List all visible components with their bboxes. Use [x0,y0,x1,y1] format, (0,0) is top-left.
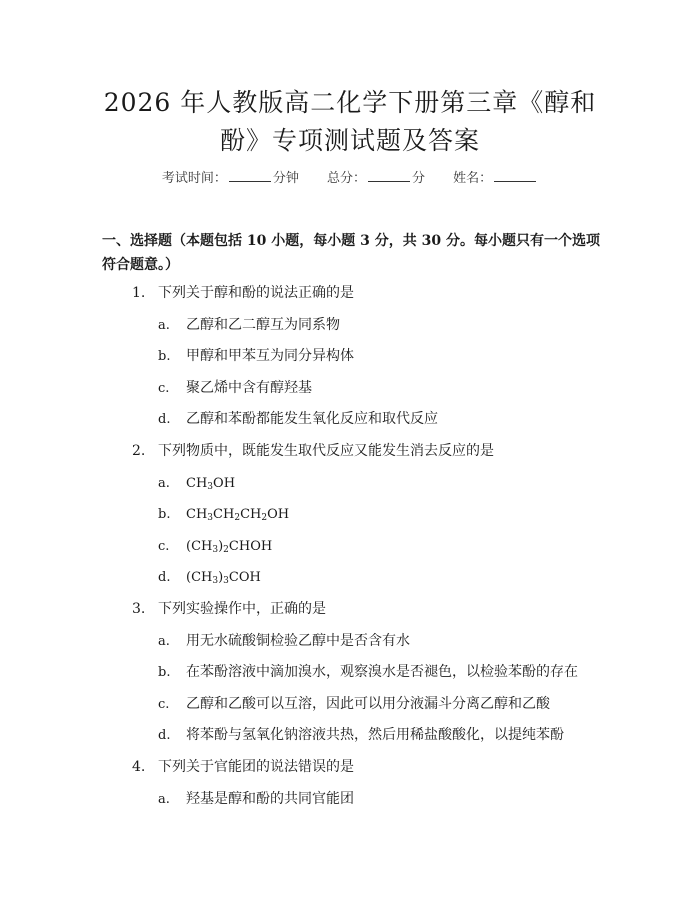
option-item [158,473,235,497]
document-title-line1: 2026 年人教版高二化学下册第三章《醇和 [103,88,597,117]
exam-score [327,171,425,186]
option-item [158,378,312,399]
question-number: 2. [132,443,146,459]
option-item [158,694,550,715]
option-text: 甲醇和甲苯互为同分异构体 [186,348,354,364]
question-2 [132,441,494,461]
option-text: $(CH_3)_3COH$ [186,570,261,586]
exam-name [453,171,538,186]
option-letter: c. [158,380,170,396]
question-4 [132,757,354,777]
option-letter: b. [158,507,171,522]
score-unit: 分 [412,171,426,186]
option-item [158,662,578,683]
option-text: 将苯酚与氢氧化钠溶液共热，然后用稀盐酸酸化，以提纯苯酚 [186,727,564,743]
question-number: 4. [132,759,146,775]
option-letter: b. [158,665,171,680]
option-text: $CH_3CH_2CH_2OH$ [186,507,290,523]
option-text: $CH_3OH$ [186,475,236,492]
option-item [158,631,410,652]
option-item [158,789,354,810]
question-1 [132,283,354,303]
option-text: 乙醇和苯酚都能发生氧化反应和取代反应 [186,411,438,427]
option-item [158,409,438,430]
option-item [158,536,272,560]
option-letter: c. [158,538,170,554]
name-blank [494,169,536,182]
option-item [158,725,564,746]
question-number: 1. [132,285,146,301]
option-item [158,567,261,591]
time-blank [229,169,271,182]
exam-time [162,171,299,186]
name-label: 姓名： [453,171,493,186]
question-number: 3. [132,601,146,617]
option-letter: b. [158,349,171,364]
question-text: 下列实验操作中，正确的是 [158,601,326,617]
option-letter: d. [158,570,171,585]
option-text: 乙醇和乙酸可以互溶，因此可以用分液漏斗分离乙醇和乙酸 [186,695,550,712]
score-label: 总分： [326,171,366,186]
question-3 [132,599,326,619]
option-item [158,504,289,528]
option-item [158,346,354,367]
time-label: 考试时间： [161,171,227,186]
question-text: 下列物质中，既能发生取代反应又能发生消去反应的是 [158,443,494,459]
option-letter: a. [158,633,170,649]
option-text: 在苯酚溶液中滴加溴水，观察溴水是否褪色，以检验苯酚的存在 [186,664,578,680]
question-text: 下列关于醇和酚的说法正确的是 [158,285,354,301]
option-letter: c. [158,696,170,712]
option-letter: a. [158,317,170,333]
exam-meta [0,167,700,186]
option-text: 聚乙烯中含有醇羟基 [186,379,312,396]
document-title-line2: 酚》专项测试题及答案 [219,126,480,155]
option-letter: d. [158,728,171,743]
option-text: 羟基是醇和酚的共同官能团 [186,790,354,807]
section-heading: 一、选择题（本题包括 10 小题，每小题 3 分，共 30 分。每小题只有一个选项符合题意。） [102,233,600,273]
question-text: 下列关于官能团的说法错误的是 [158,759,354,775]
score-blank [368,169,410,182]
option-letter: a. [158,475,170,491]
option-text: $(CH_3)_2CHOH$ [186,538,273,555]
option-item [158,315,340,336]
option-letter: a. [158,791,170,807]
time-unit: 分钟 [272,171,299,186]
option-letter: d. [158,412,171,427]
option-text: 乙醇和乙二醇互为同系物 [186,316,340,333]
option-text: 用无水硫酸铜检验乙醇中是否含有水 [186,632,410,649]
